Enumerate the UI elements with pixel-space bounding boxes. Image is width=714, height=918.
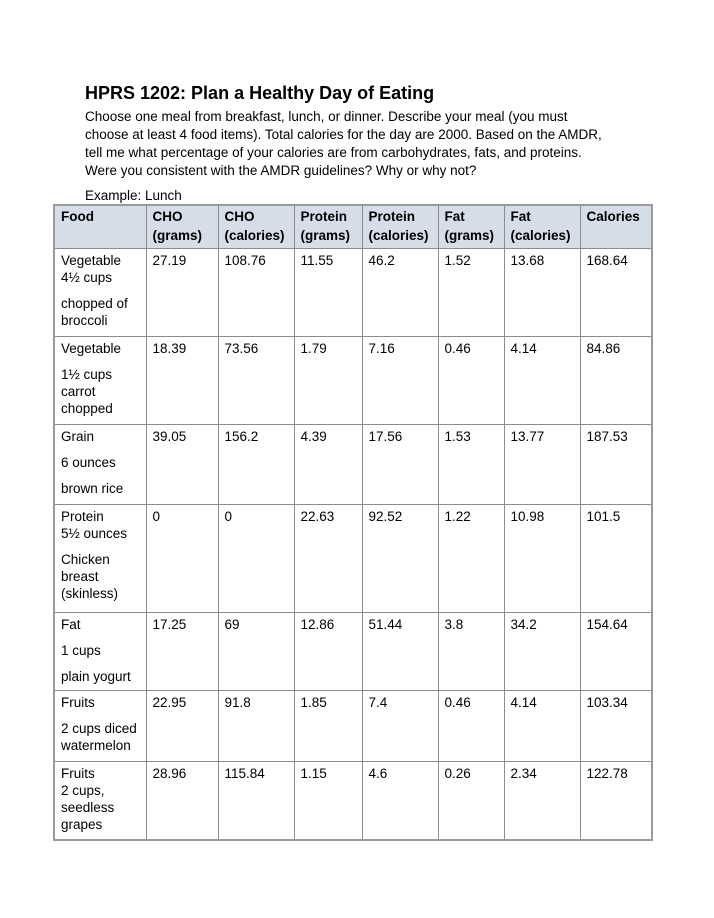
value-cell	[218, 249, 294, 337]
food-text: Chicken	[61, 552, 110, 567]
value-cell	[438, 425, 504, 505]
column-header-text: Protein	[368, 209, 416, 224]
value-cell	[362, 249, 438, 337]
food-text: carrot	[61, 384, 96, 399]
value-cell	[580, 613, 652, 691]
value-cell	[504, 613, 580, 691]
table-row	[54, 762, 652, 840]
value-text: 168.64	[586, 253, 628, 268]
table-row	[54, 691, 652, 762]
value-cell	[580, 337, 652, 425]
value-cell	[504, 337, 580, 425]
value-cell	[438, 505, 504, 613]
value-text: 115.84	[224, 766, 265, 781]
value-cell	[362, 505, 438, 613]
instructions-line: Choose one meal from breakfast, lunch, or dinner. Describe your meal (you must	[85, 109, 568, 124]
value-text: 2.34	[510, 766, 537, 781]
food-text: 5½ ounces	[61, 526, 128, 541]
value-text: 92.52	[368, 509, 403, 524]
value-cell	[362, 762, 438, 840]
column-header-text: (calories)	[510, 228, 571, 243]
food-text: Protein	[61, 509, 104, 524]
value-cell	[580, 505, 652, 613]
value-cell	[504, 691, 580, 762]
value-cell	[218, 337, 294, 425]
value-text: 0.46	[444, 341, 471, 356]
value-text: 13.68	[510, 253, 545, 268]
column-header	[54, 205, 146, 249]
value-text: 91.8	[224, 695, 251, 710]
value-text: 122.78	[586, 766, 628, 781]
value-text: 1.79	[300, 341, 327, 356]
value-text: 73.56	[224, 341, 259, 356]
value-cell	[580, 762, 652, 840]
value-text: 108.76	[224, 253, 266, 268]
value-text: 34.2	[510, 617, 537, 632]
value-cell	[146, 425, 218, 505]
food-text: Fruits	[61, 695, 95, 710]
value-text: 1.52	[444, 253, 471, 268]
food-text: Vegetable	[61, 341, 122, 356]
table-row	[54, 505, 652, 613]
column-header-text: Protein	[300, 209, 348, 224]
column-header	[146, 205, 218, 249]
value-cell	[580, 691, 652, 762]
table-row	[54, 613, 652, 691]
food-text: breast	[61, 569, 99, 584]
food-text: Grain	[61, 429, 95, 444]
table-body	[54, 249, 652, 840]
example-label: Example: Lunch	[85, 188, 182, 203]
value-text: 0	[152, 509, 161, 524]
value-cell	[504, 505, 580, 613]
value-text: 28.96	[152, 766, 187, 781]
value-cell	[362, 337, 438, 425]
food-cell	[54, 762, 146, 840]
value-text: 4.6	[368, 766, 388, 781]
value-text: 17.56	[368, 429, 403, 444]
value-text: 11.55	[300, 253, 334, 268]
value-text: 4.14	[510, 341, 537, 356]
value-cell	[146, 249, 218, 337]
value-cell	[294, 249, 362, 337]
value-text: 51.44	[368, 617, 403, 632]
value-cell	[146, 337, 218, 425]
table-header-row	[54, 205, 652, 249]
value-cell	[438, 762, 504, 840]
value-text: 84.86	[586, 341, 621, 356]
value-cell	[438, 249, 504, 337]
food-cell	[54, 691, 146, 762]
value-text: 39.05	[152, 429, 187, 444]
value-cell	[438, 337, 504, 425]
nutrition-table	[53, 204, 653, 841]
food-text: grapes	[61, 817, 103, 832]
value-cell	[580, 425, 652, 505]
table-row	[54, 337, 652, 425]
value-text: 154.64	[586, 617, 628, 632]
column-header	[294, 205, 362, 249]
value-cell	[438, 691, 504, 762]
value-text: 0	[224, 509, 233, 524]
value-text: 13.77	[510, 429, 545, 444]
value-text: 17.25	[152, 617, 187, 632]
instructions-line: Were you consistent with the AMDR guidelines? Why or why not?	[85, 163, 477, 178]
column-header-text: Calories	[586, 209, 640, 224]
value-text: 187.53	[586, 429, 628, 444]
value-text: 27.19	[152, 253, 187, 268]
column-header-text: CHO	[152, 209, 183, 224]
value-cell	[146, 691, 218, 762]
value-text: 69	[224, 617, 240, 632]
table-row	[54, 249, 652, 337]
value-text: 46.2	[368, 253, 395, 268]
value-text: 22.95	[152, 695, 187, 710]
instructions-line: choose at least 4 food items). Total calories for the day are 2000. Based on the AMDR,	[85, 127, 602, 142]
food-text: chopped of	[61, 296, 128, 311]
column-header-text: CHO	[224, 209, 255, 224]
column-header-text: Fat	[510, 209, 531, 224]
column-header-text: (grams)	[444, 228, 495, 243]
value-cell	[504, 762, 580, 840]
column-header-text: (grams)	[152, 228, 203, 243]
value-cell	[362, 425, 438, 505]
value-cell	[218, 613, 294, 691]
value-cell	[218, 762, 294, 840]
value-cell	[218, 691, 294, 762]
food-text: broccoli	[61, 313, 108, 328]
value-text: 7.16	[368, 341, 395, 356]
value-cell	[146, 762, 218, 840]
value-cell	[580, 249, 652, 337]
food-text: 4½ cups	[61, 270, 113, 285]
food-text: brown rice	[61, 481, 124, 496]
food-text: 2 cups diced	[61, 721, 137, 736]
column-header	[218, 205, 294, 249]
column-header-text: (calories)	[224, 228, 285, 243]
value-cell	[294, 505, 362, 613]
column-header-text: Fat	[444, 209, 465, 224]
value-cell	[294, 762, 362, 840]
food-cell	[54, 337, 146, 425]
food-text: seedless	[61, 800, 115, 815]
food-text: 6 ounces	[61, 455, 116, 470]
food-text: 2 cups,	[61, 783, 105, 798]
food-text: Fruits	[61, 766, 95, 781]
value-cell	[294, 425, 362, 505]
food-text: Fat	[61, 617, 81, 632]
instructions-line: tell me what percentage of your calories are from carbohydrates, fats, and proteins.	[85, 145, 582, 160]
column-header-text: (calories)	[368, 228, 429, 243]
food-text: Vegetable	[61, 253, 122, 268]
value-text: 12.86	[300, 617, 335, 632]
food-text: 1½ cups	[61, 367, 113, 382]
value-cell	[504, 425, 580, 505]
food-cell	[54, 249, 146, 337]
value-text: 1.15	[300, 766, 327, 781]
value-text: 156.2	[224, 429, 259, 444]
value-cell	[218, 505, 294, 613]
value-text: 101.5	[586, 509, 621, 524]
value-cell	[362, 691, 438, 762]
value-cell	[294, 337, 362, 425]
column-header	[504, 205, 580, 249]
value-text: 4.39	[300, 429, 327, 444]
value-cell	[146, 613, 218, 691]
value-cell	[362, 613, 438, 691]
food-cell	[54, 505, 146, 613]
value-text: 22.63	[300, 509, 335, 524]
column-header-text: (grams)	[300, 228, 351, 243]
food-text: chopped	[61, 401, 113, 416]
value-text: 1.53	[444, 429, 471, 444]
value-cell	[504, 249, 580, 337]
column-header	[362, 205, 438, 249]
value-cell	[438, 613, 504, 691]
value-cell	[146, 505, 218, 613]
value-cell	[294, 691, 362, 762]
value-text: 4.14	[510, 695, 537, 710]
food-text: (skinless)	[61, 586, 119, 601]
value-text: 1.22	[444, 509, 471, 524]
value-cell	[294, 613, 362, 691]
value-text: 7.4	[368, 695, 388, 710]
document-title: HPRS 1202: Plan a Healthy Day of Eating	[85, 83, 435, 103]
food-text: watermelon	[61, 738, 131, 753]
value-text: 0.46	[444, 695, 471, 710]
value-text: 10.98	[510, 509, 545, 524]
value-text: 1.85	[300, 695, 327, 710]
column-header-text: Food	[61, 209, 94, 224]
food-text: plain yogurt	[61, 669, 131, 684]
value-text: 3.8	[444, 617, 464, 632]
value-text: 18.39	[152, 341, 187, 356]
food-cell	[54, 425, 146, 505]
value-text: 103.34	[586, 695, 628, 710]
table-row	[54, 425, 652, 505]
column-header	[580, 205, 652, 249]
value-cell	[218, 425, 294, 505]
value-text: 0.26	[444, 766, 471, 781]
column-header	[438, 205, 504, 249]
food-cell	[54, 613, 146, 691]
food-text: 1 cups	[61, 643, 101, 658]
instructions-paragraph	[85, 108, 645, 180]
